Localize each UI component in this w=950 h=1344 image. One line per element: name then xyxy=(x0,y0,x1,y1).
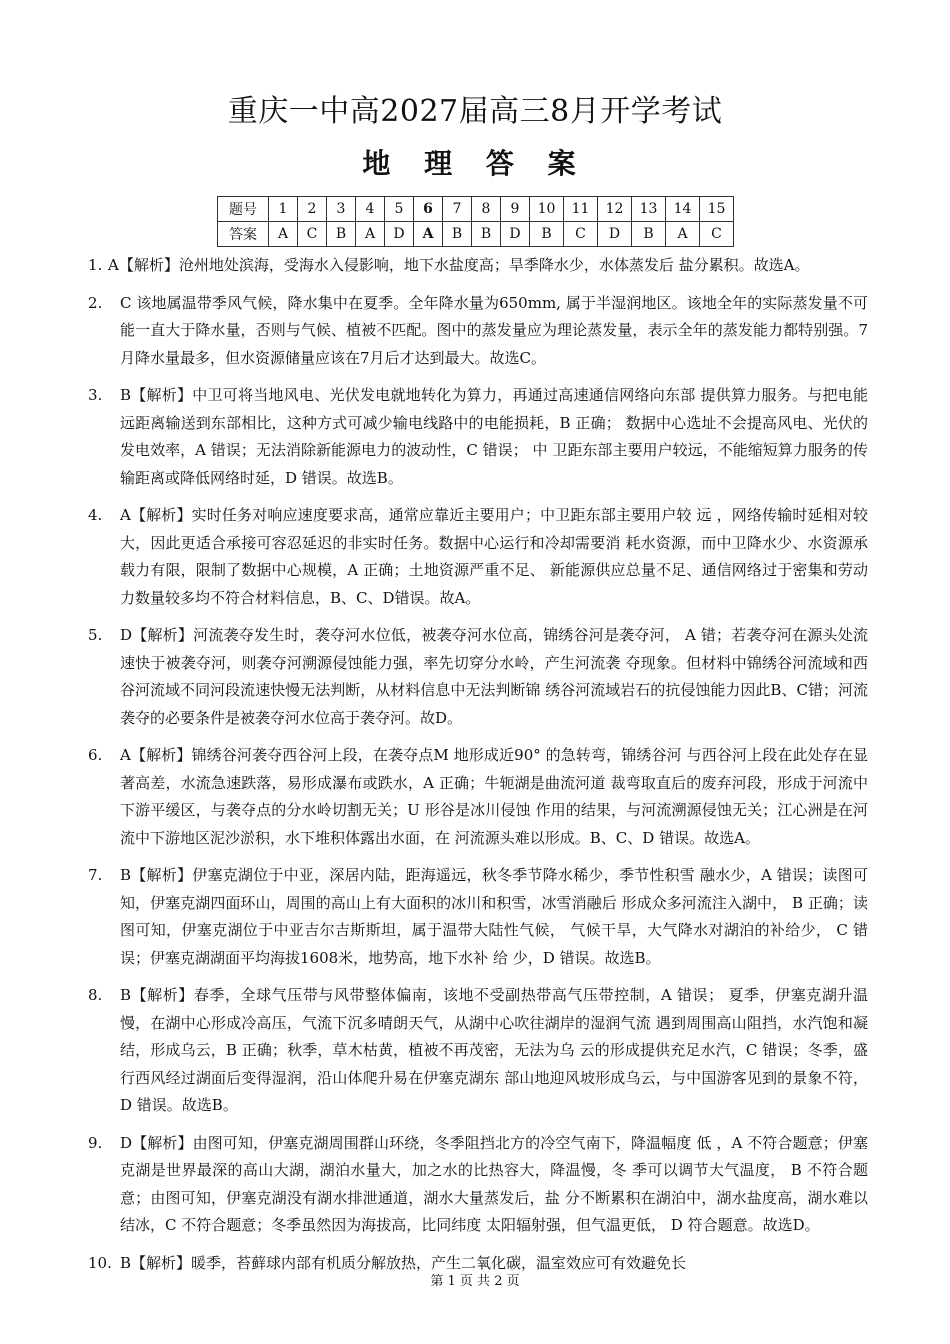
table-cell: 14 xyxy=(666,197,700,222)
explanation-item xyxy=(88,252,868,280)
item-number: 4. xyxy=(88,506,103,524)
item-number: 3. xyxy=(88,386,103,404)
table-cell: C xyxy=(564,222,598,247)
item-number: 2. xyxy=(88,293,103,312)
item-text: A【解析】实时任务对响应速度要求高，通常应靠近主要用户；中卫距东部主要用户较 远 ，网络传输时延相对较大，因此更适合承接可容忍延迟的非实时任务。数据中心运行和冷却需要消 耗水资源，而中卫降水少、水资源承载力有限，限制了数据中心规模，A 正确；土地资源严重不足、 新能源供应总量不足、通信网络过于密集和劳动力数量较多均不符合材料信息，B、C、D错误。故A。 xyxy=(120,506,868,607)
item-number: 1. xyxy=(88,256,103,274)
item-text: D【解析】河流袭夺发生时，袭夺河水位低，被袭夺河水位高，锦绣谷河是袭夺河， A 错；若袭夺河在源头处流速快于被袭夺河，则袭夺河溯源侵蚀能力强，率先切穿分水岭，产生河流袭 夺现象。但材料中锦绣谷河流域和西谷河流域不同河段流速快慢无法判断，从材料信息中无法判断锦 绣谷河流域岩石的抗侵蚀能力因此B、C错；河流袭夺的必要条件是被袭夺河水位高于袭夺河。故D。 xyxy=(120,626,868,727)
item-text: A【解析】沧州地处滨海，受海水入侵影响，地下水盐度高；旱季降水少，水体蒸发后 盐分累积。故选A。 xyxy=(108,256,810,274)
table-cell: 4 xyxy=(356,197,385,222)
explanation-item xyxy=(88,622,868,732)
table-row-numbers xyxy=(218,197,734,222)
explanation-item xyxy=(88,982,868,1120)
item-text: B【解析】伊塞克湖位于中亚，深居内陆，距海遥远，秋冬季节降水稀少，季节性积雪 融水少，A 错误；读图可知，伊塞克湖四面环山，周围的高山上有大面积的冰川和积雪，冰雪消融后 形成众多河流注入湖中， B 正确；读图可知，伊塞克湖位于中亚吉尔吉斯斯坦，属于温带大陆性气候， 气候干旱，大气降水对湖泊的补给少， C 错误；伊塞克湖湖面平均海拔1608米，地势高，地下水补 给 少，D 错误。故选B。 xyxy=(120,866,868,967)
explanation-item xyxy=(88,862,868,972)
table-cell: 9 xyxy=(501,197,530,222)
table-cell: C xyxy=(700,222,734,247)
table-cell: 5 xyxy=(385,197,414,222)
table-cell: 2 xyxy=(298,197,327,222)
table-cell: D xyxy=(501,222,530,247)
table-row-answers xyxy=(218,222,734,247)
explanation-item xyxy=(88,382,868,492)
item-text: D【解析】由图可知，伊塞克湖周围群山环绕，冬季阻挡北方的冷空气南下，降温幅度 低 ，A 不符合题意；伊塞克湖是世界最深的高山大湖，湖泊水量大，加之水的比热容大，降温慢，冬 季可以调节大气温度， B 不符合题意；由图可知，伊塞克湖没有湖水排泄通道，湖水大量蒸发后，盐 分不断累积在湖泊中，湖水盐度高，湖水难以结冰，C 不符合题意；冬季虽然因为海拔高，比同纬度 太阳辐射强，但气温更低， D 符合题意。故选D。 xyxy=(120,1133,868,1234)
table-cell: 15 xyxy=(700,197,734,222)
page-subtitle: 地 理 答 案 xyxy=(362,147,588,180)
table-cell: D xyxy=(385,222,414,247)
explanation-item xyxy=(88,742,868,852)
table-cell: A xyxy=(666,222,700,247)
page-footer: 第 1 页 共 2 页 xyxy=(430,1274,520,1289)
table-cell: A xyxy=(414,222,443,247)
explanation-item xyxy=(88,502,868,612)
answer-table xyxy=(217,196,734,247)
item-text: B【解析】中卫可将当地风电、光伏发电就地转化为算力，再通过高速通信网络向东部 提供算力服务。与把电能远距离输送到东部相比，这种方式可减少输电线路中的电能损耗，B 正确； 数据中心选址不会提高风电、光伏的发电效率，A 错误；无法消除新能源电力的波动性，C 错误； 中 卫距东部主要用户较远，不能缩短算力服务的传输距离或降低网络时延，D 错误。故选B。 xyxy=(120,386,868,487)
item-number: 8. xyxy=(88,986,103,1004)
table-header-cell: 答案 xyxy=(218,222,269,247)
explanation-item xyxy=(88,1130,868,1240)
table-cell: B xyxy=(472,222,501,247)
table-cell: 12 xyxy=(598,197,632,222)
item-text: B【解析】春季，全球气压带与风带整体偏南，该地不受副热带高气压带控制，A 错误； 夏季，伊塞克湖升温慢，在湖中心形成冷高压，气流下沉多晴朗天气，从湖中心吹往湖岸的湿润气流 遇到周围高山阻挡，水汽饱和凝结，形成乌云，B 正确；秋季，草木枯黄，植被不再茂密，无法为乌 云的形成提供充足水汽，C 错误；冬季，盛行西风经过湖面后变得湿润，沿山体爬升易在伊塞克湖东 部山地迎风坡形成乌云，与中国游客见到的景象不符，D 错误。故选B。 xyxy=(120,986,868,1114)
table-header-cell: 题号 xyxy=(218,197,269,222)
table-cell: D xyxy=(598,222,632,247)
item-number: 5. xyxy=(88,626,103,644)
item-number: 10. xyxy=(88,1253,112,1272)
table-cell: 1 xyxy=(269,197,298,222)
table-cell: A xyxy=(269,222,298,247)
table-cell: 6 xyxy=(414,197,443,222)
item-text: C 该地属温带季风气候，降水集中在夏季。全年降水量为650mm, 属于半湿润地区。该地全年的实际蒸发量不可能一直大于降水量，否则与气候、植被不匹配。图中的蒸发量应为理论蒸发量，表示全年的蒸发能力都特别强。7月降水量最多，但水资源储量应该在7月后才达到最大。故选C。 xyxy=(120,293,868,367)
table-cell: 7 xyxy=(443,197,472,222)
table-cell: B xyxy=(327,222,356,247)
item-text: B【解析】暖季，苔藓球内部有机质分解放热，产生二氧化碳，温室效应可有效避免长 xyxy=(120,1253,687,1272)
item-text: A【解析】锦绣谷河袭夺西谷河上段，在袭夺点M 地形成近90° 的急转弯，锦绣谷河 与西谷河上段在此处存在显著高差，水流急速跌落，易形成瀑布或跌水，A 正确；牛轭湖是曲流河道 裁弯取直后的废弃河段，形成于河流中下游平缓区，与袭夺点的分水岭切割无关；U 形谷是冰川侵蚀 作用的结果，与河流溯源侵蚀无关；江心洲是在河流中下游地区泥沙淤积，水下堆积体露出水面，在 河流源头难以形成。B、C、D 错误。故选A。 xyxy=(120,746,868,847)
table-cell: B xyxy=(632,222,666,247)
table-cell: C xyxy=(298,222,327,247)
explanations-list xyxy=(88,252,868,1277)
item-number: 7. xyxy=(88,866,103,884)
item-number: 6. xyxy=(88,746,103,764)
table-cell: B xyxy=(530,222,564,247)
table-cell: 11 xyxy=(564,197,598,222)
page-title: 重庆一中高2027届高三8月开学考试 xyxy=(227,94,723,129)
explanation-item xyxy=(88,290,868,373)
table-cell: 13 xyxy=(632,197,666,222)
table-cell: A xyxy=(356,222,385,247)
table-cell: 10 xyxy=(530,197,564,222)
table-cell: 8 xyxy=(472,197,501,222)
item-number: 9. xyxy=(88,1133,103,1152)
table-cell: 3 xyxy=(327,197,356,222)
table-cell: B xyxy=(443,222,472,247)
